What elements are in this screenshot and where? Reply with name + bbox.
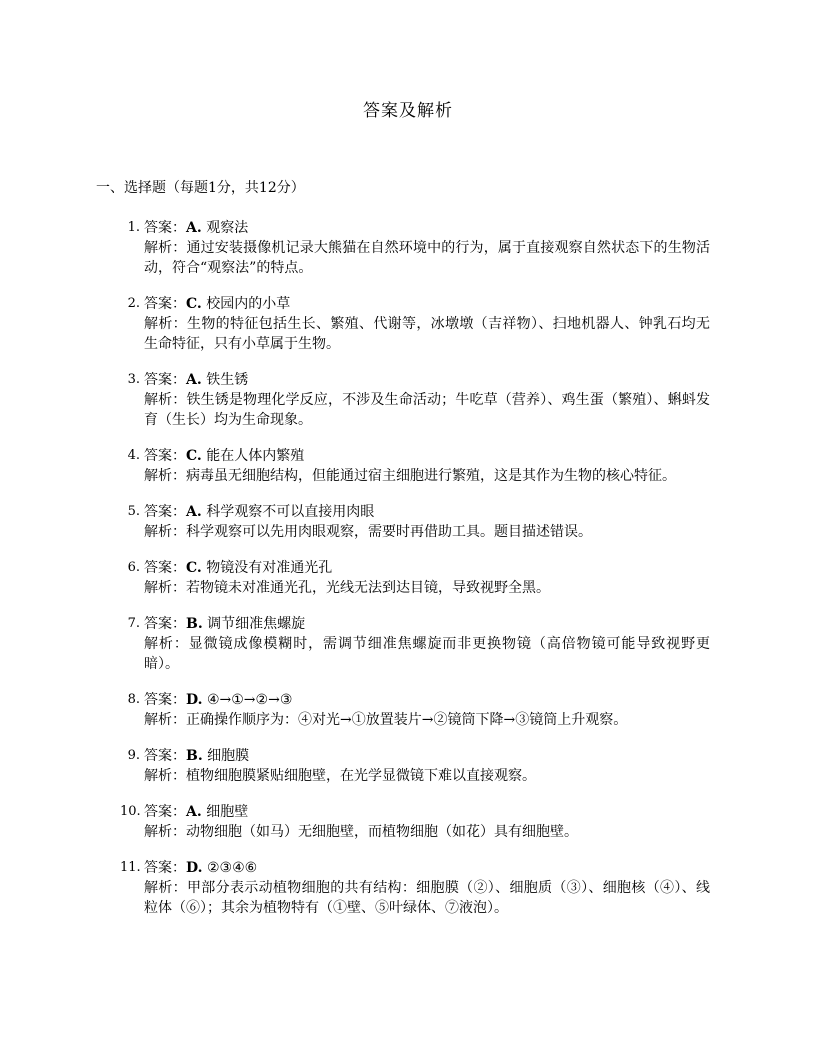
answer-line [144, 502, 710, 522]
list-item [120, 558, 710, 598]
list-item [120, 802, 710, 842]
answer-letter: C. [186, 296, 202, 312]
answer-letter: D. [186, 860, 203, 876]
answer-list [120, 218, 710, 934]
analysis-prefix: 解析： [144, 636, 189, 652]
analysis-line [144, 522, 710, 542]
item-number: 10. [120, 804, 141, 819]
item-number: 8. [127, 692, 140, 707]
analysis-line [144, 314, 710, 354]
item-number: 6. [127, 560, 140, 575]
answer-line [144, 446, 710, 466]
answer-prefix: 答案： [144, 220, 186, 236]
answer-text: 科学观察不可以直接用肉眼 [206, 504, 375, 520]
answer-text: 物镜没有对准通光孔 [206, 560, 333, 576]
answer-prefix: 答案： [144, 296, 186, 312]
item-number: 7. [127, 616, 140, 631]
analysis-text: 病毒虽无细胞结构，但能通过宿主细胞进行繁殖，这是其作为生物的核心特征。 [186, 468, 676, 484]
analysis-line [144, 822, 710, 842]
list-item [120, 690, 710, 730]
analysis-prefix: 解析： [144, 712, 186, 728]
analysis-line [144, 578, 710, 598]
answer-prefix: 答案： [144, 448, 186, 464]
item-number: 5. [127, 504, 140, 519]
analysis-text: 植物细胞膜紧贴细胞壁，在光学显微镜下难以直接观察。 [186, 768, 536, 784]
answer-letter: D. [186, 692, 203, 708]
list-item [120, 294, 710, 354]
answer-letter: C. [186, 448, 202, 464]
analysis-text: 显微镜成像模糊时，需调节细准焦螺旋而非更换物镜（高倍物镜可能导致视野更暗）。 [144, 636, 711, 672]
answer-line [144, 614, 710, 634]
answer-letter: A. [186, 220, 202, 236]
list-item [120, 502, 710, 542]
answer-text: 铁生锈 [206, 372, 249, 388]
answer-text: ④→①→②→③ [206, 692, 293, 708]
analysis-text: 通过安装摄像机记录大熊猫在自然环境中的行为，属于直接观察自然状态下的生物活动，符合“观察法”的特点。 [144, 240, 711, 276]
item-number: 3. [127, 372, 140, 387]
analysis-prefix: 解析： [144, 580, 186, 596]
item-number: 9. [127, 748, 140, 763]
answer-letter: A. [186, 804, 202, 820]
answer-line [144, 294, 710, 314]
answer-prefix: 答案： [144, 804, 186, 820]
answer-text: 观察法 [206, 220, 249, 236]
answer-letter: C. [186, 560, 202, 576]
item-number: 1. [127, 220, 140, 235]
item-number: 4. [127, 448, 140, 463]
answer-line [144, 802, 710, 822]
answer-line [144, 746, 710, 766]
analysis-prefix: 解析： [144, 824, 186, 840]
answer-line [144, 218, 710, 238]
item-number: 2. [127, 296, 140, 311]
answer-letter: A. [186, 372, 202, 388]
analysis-prefix: 解析： [144, 468, 186, 484]
answer-text: 能在人体内繁殖 [206, 448, 305, 464]
list-item [120, 858, 710, 918]
analysis-prefix: 解析： [144, 240, 187, 256]
answer-prefix: 答案： [144, 748, 186, 764]
analysis-prefix: 解析： [144, 524, 186, 540]
answer-text: 细胞膜 [207, 748, 250, 764]
answer-prefix: 答案： [144, 692, 186, 708]
answer-prefix: 答案： [144, 616, 186, 632]
list-item [120, 746, 710, 786]
answer-text: ②③④⑥ [206, 860, 258, 876]
answer-prefix: 答案： [144, 504, 186, 520]
analysis-prefix: 解析： [144, 768, 186, 784]
answer-prefix: 答案： [144, 372, 186, 388]
analysis-text: 生物的特征包括生长、繁殖、代谢等，冰墩墩（吉祥物）、扫地机器人、钟乳石均无生命特征，只有小草属于生物。 [144, 316, 710, 352]
analysis-prefix: 解析： [144, 880, 187, 896]
analysis-text: 若物镜未对准通光孔，光线无法到达目镜，导致视野全黑。 [186, 580, 550, 596]
analysis-line [144, 766, 710, 786]
analysis-text: 正确操作顺序为：④对光→①放置装片→②镜筒下降→③镜筒上升观察。 [186, 712, 628, 728]
analysis-text: 动物细胞（如马）无细胞壁，而植物细胞（如花）具有细胞壁。 [186, 824, 578, 840]
answer-line [144, 858, 710, 878]
analysis-line [144, 710, 710, 730]
analysis-prefix: 解析： [144, 392, 187, 408]
item-number: 11. [120, 860, 141, 875]
answer-prefix: 答案： [144, 860, 186, 876]
analysis-line [144, 466, 710, 486]
list-item [120, 370, 710, 430]
analysis-text: 铁生锈是物理化学反应，不涉及生命活动；牛吃草（营养）、鸡生蛋（繁殖）、蝌蚪发育（生长）均为生命现象。 [144, 392, 711, 428]
list-item [120, 218, 710, 278]
analysis-text: 甲部分表示动植物细胞的共有结构：细胞膜（②）、细胞质（③）、细胞核（④）、线粒体（⑥）；其余为植物特有（①壁、⑤叶绿体、⑦液泡）。 [144, 880, 711, 916]
analysis-text: 科学观察可以先用肉眼观察，需要时再借助工具。题目描述错误。 [186, 524, 592, 540]
analysis-line [144, 238, 710, 278]
answer-text: 调节细准焦螺旋 [207, 616, 306, 632]
analysis-line [144, 390, 710, 430]
answer-letter: B. [186, 748, 203, 764]
answer-line [144, 558, 710, 578]
page-title: 答案及解析 [363, 101, 453, 121]
answer-line [144, 690, 710, 710]
analysis-line [144, 878, 710, 918]
list-item [120, 614, 710, 674]
analysis-prefix: 解析： [144, 316, 187, 332]
answer-text: 校园内的小草 [206, 296, 291, 312]
answer-prefix: 答案： [144, 560, 186, 576]
answer-letter: B. [186, 616, 203, 632]
answer-text: 细胞壁 [206, 804, 249, 820]
answer-letter: A. [186, 504, 202, 520]
list-item [120, 446, 710, 486]
answer-line [144, 370, 710, 390]
analysis-line [144, 634, 710, 674]
section-heading: 一、选择题（每题1分，共12分） [96, 180, 305, 196]
